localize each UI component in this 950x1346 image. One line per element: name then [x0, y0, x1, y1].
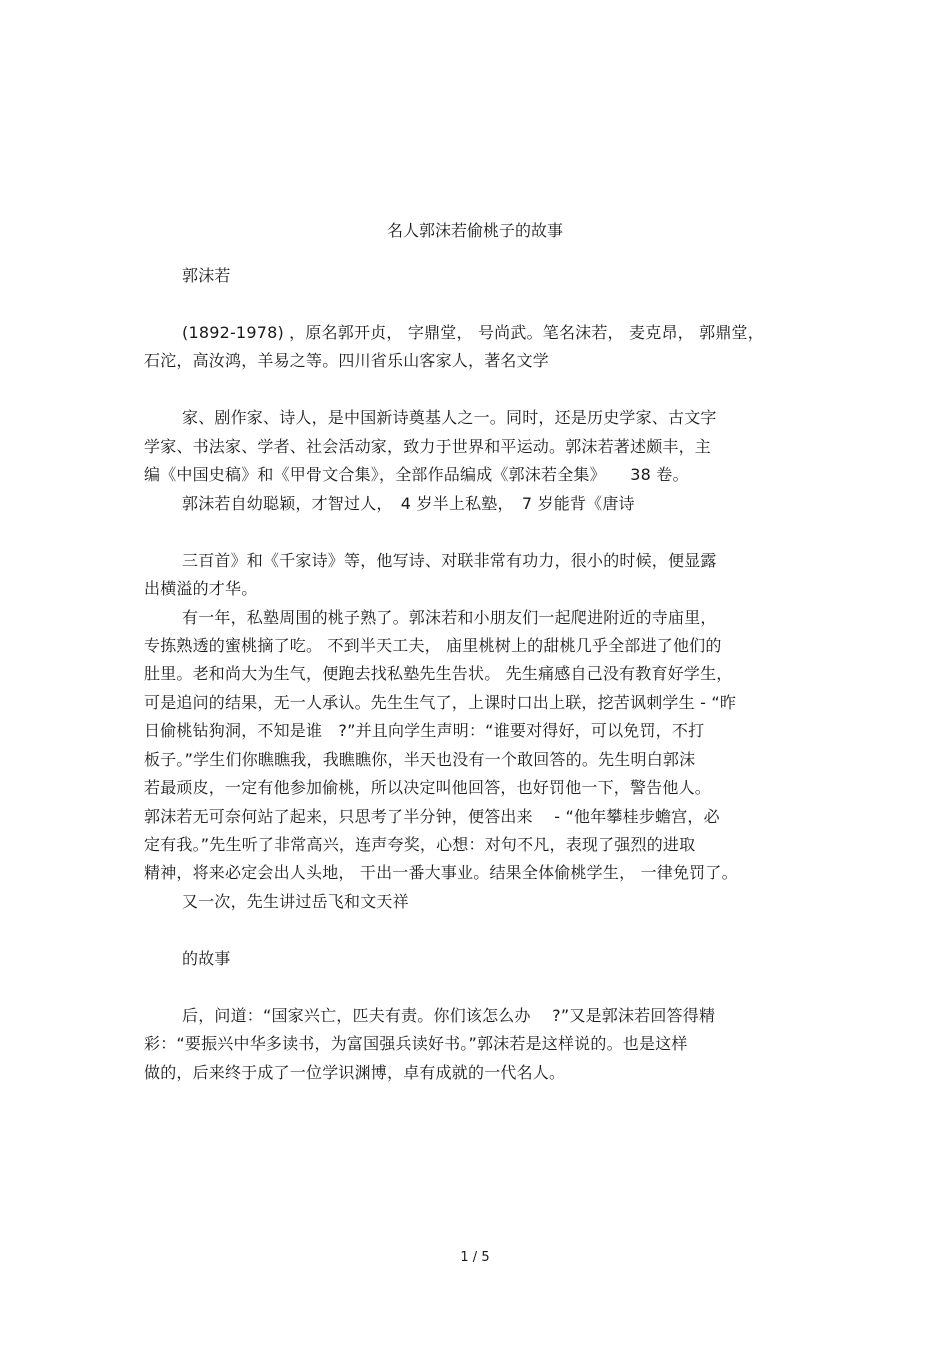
paragraph-line: 三百首》和《千家诗》等，他写诗、对联非常有功力，很小的时候，便显露 — [182, 551, 717, 570]
paragraph-line: 若最顽皮，一定有他参加偷桃，所以决定叫他回答，也好罚他一下，警告他人。 — [144, 778, 712, 797]
paragraph-line: 石沱，高汝鸿，羊易之等。四川省乐山客家人，著名文学 — [144, 351, 550, 370]
paragraph-line: 后，问道：“国家兴亡，匹夫有责。你们该怎么办 ?”又是郭沫若回答得精 — [182, 1006, 716, 1025]
document-title: 名人郭沫若偷桃子的故事 — [386, 221, 563, 240]
paragraph-line: 专拣熟透的蜜桃摘了吃。 不到半天工夫， 庙里桃树上的甜桃几乎全部进了他们的 — [144, 636, 722, 655]
author-name: 郭沫若 — [182, 266, 231, 285]
paragraph-line: 郭沫若无可奈何站了起来，只思考了半分钟，便答出来 - “他年攀桂步蟾宫，必 — [144, 807, 720, 826]
paragraph-line: 做的，后来终于成了一位学识渊博，卓有成就的一代名人。 — [144, 1063, 566, 1082]
page-indicator: 1 / 5 — [460, 1250, 490, 1265]
paragraph-line: (1892-1978) ，原名郭开贞， 字鼎堂， 号尚武。笔名沫若， 麦克昂， 郭鼎堂， — [182, 323, 764, 342]
paragraph-line: 肚里。老和尚大为生气，便跑去找私塾先生告状。 先生痛感自己没有教育好学生， — [144, 664, 733, 683]
paragraph-line: 家、剧作家、诗人，是中国新诗奠基人之一。同时，还是历史学家、古文字 — [182, 408, 717, 427]
paragraph-line: 的故事 — [182, 949, 231, 968]
paragraph-line: 彩：“要振兴中华多读书，为富国强兵读好书。”郭沫若是这样说的。也是这样 — [144, 1034, 688, 1053]
paragraph-line: 可是追问的结果，无一人承认。先生生气了，上课时口出上联，挖苦讽刺学生 - “昨 — [144, 693, 737, 712]
paragraph-line: 日偷桃钻狗洞，不知是谁 ?”并且向学生声明：“谁要对得好，可以免罚，不打 — [144, 721, 705, 740]
paragraph-line: 学家、书法家、学者、社会活动家，致力于世界和平运动。郭沫若著述颇丰，主 — [144, 437, 712, 456]
paragraph-line: 有一年，私塾周围的桃子熟了。郭沫若和小朋友们一起爬进附近的寺庙里， — [182, 608, 717, 627]
paragraph-line: 精神，将来必定会出人头地， 干出一番大事业。结果全体偷桃学生， 一律免罚了。 — [144, 863, 738, 882]
paragraph-line: 出横溢的才华。 — [144, 579, 258, 598]
paragraph-line: 定有我。”先生听了非常高兴，连声夸奖，心想：对句不凡，表现了强烈的进取 — [144, 835, 696, 854]
paragraph-line: 编《中国史稿》和《甲骨文合集》，全部作品编成《郭沫若全集》 38 卷。 — [144, 465, 689, 484]
paragraph-line: 郭沫若自幼聪颖，才智过人， 4 岁半上私塾， 7 岁能背《唐诗 — [182, 494, 635, 513]
paragraph-line: 又一次，先生讲过岳飞和文天祥 — [182, 892, 409, 911]
paragraph-line: 板子。”学生们你瞧瞧我，我瞧瞧你，半天也没有一个敢回答的。先生明白郭沫 — [144, 750, 696, 769]
